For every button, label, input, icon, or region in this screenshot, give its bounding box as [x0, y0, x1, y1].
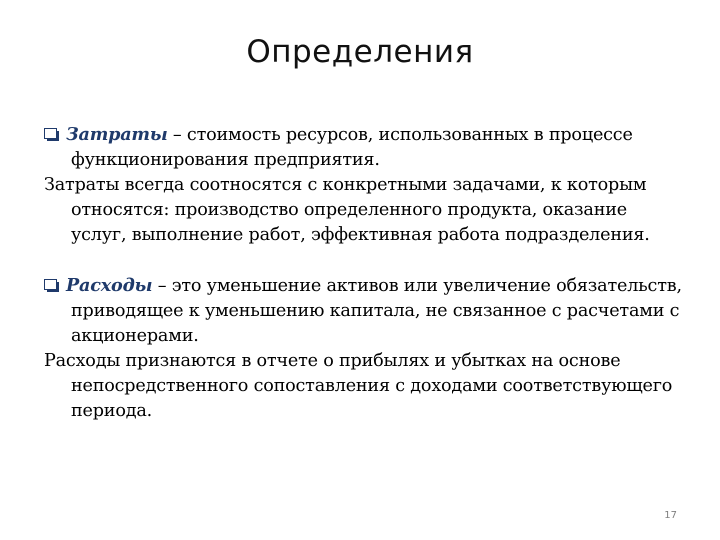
costs-note: Затраты всегда соотносятся с конкретными задачами, к которым относятся: производство определенного продукта, оказание услуг, выполнение работ, эффективная работа подразделения. [44, 175, 650, 245]
expenses-note: Расходы признаются в отчете о прибылях и убытках на основе непосредственного сопоставления с доходами соответствующего периода. [44, 351, 673, 421]
definition-text: стоимость ресурсов, использованных в процессе функционирования предприятия. [71, 125, 633, 170]
term-dash: – [167, 125, 187, 145]
term-dash: – [152, 276, 172, 296]
slide-title: Определения [246, 34, 474, 70]
definition-costs [44, 122, 684, 173]
term-expenses: Расходы [66, 275, 153, 296]
page-number: 17 [664, 510, 677, 521]
checkbox-bullet-icon [44, 275, 60, 288]
slide-content [44, 122, 684, 424]
definition-expenses [44, 273, 684, 349]
checkbox-bullet-icon [44, 124, 60, 137]
spacer [44, 248, 684, 273]
term-costs: Затраты [66, 124, 168, 145]
definition-text: это уменьшение активов или увеличение обязательств, приводящее к уменьшению капитала, не связанное с расчетами с акционерами. [71, 276, 682, 346]
